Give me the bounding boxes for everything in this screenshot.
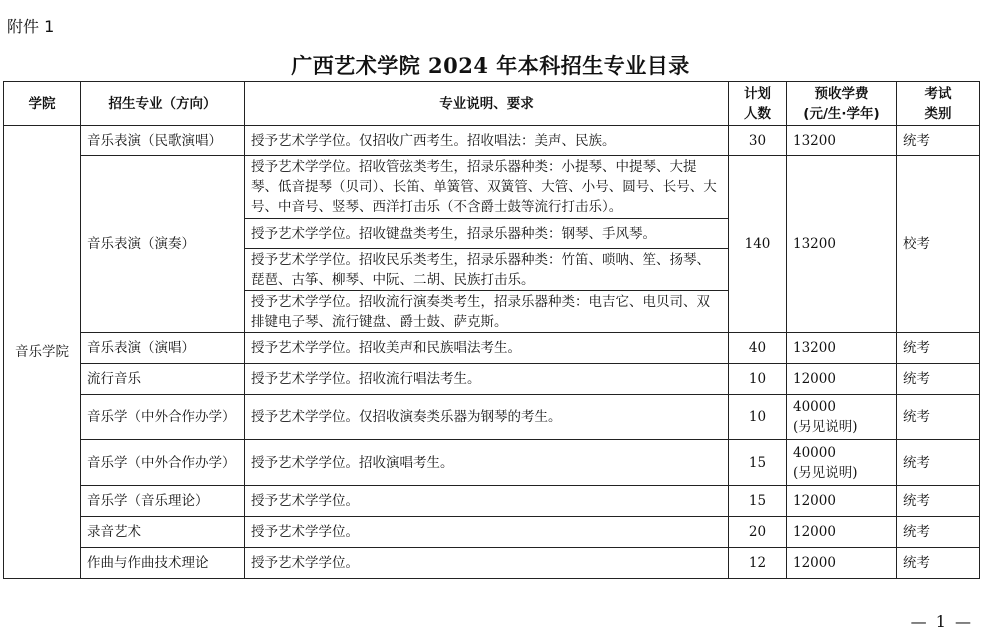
plan-cell: 40 [729, 333, 787, 364]
exam-cell: 统考 [897, 548, 980, 579]
table-row [4, 440, 980, 486]
description-cell: 授予艺术学学位。仅招收演奏类乐器为钢琴的考生。 [245, 395, 729, 440]
description-cell: 授予艺术学学位。仅招收广西考生。招收唱法：美声、民族。 [245, 126, 729, 156]
header-plan [729, 82, 787, 126]
fee-value: 40000 [793, 444, 836, 461]
description-cell: 授予艺术学学位。招收键盘类考生，招录乐器种类：钢琴、手风琴。 [245, 219, 729, 249]
exam-cell: 统考 [897, 395, 980, 440]
exam-cell: 统考 [897, 333, 980, 364]
major-cell: 音乐表演（演唱） [81, 333, 245, 364]
exam-cell: 统考 [897, 364, 980, 395]
page-number: — 1 — [910, 612, 973, 631]
table-row [4, 395, 980, 440]
fee-cell: 13200 [787, 126, 897, 156]
header-exam-line2: 类别 [924, 105, 952, 122]
header-college: 学院 [4, 82, 81, 126]
description-cell: 授予艺术学学位。招收流行唱法考生。 [245, 364, 729, 395]
major-cell: 音乐学（音乐理论） [81, 486, 245, 517]
exam-cell: 校考 [897, 156, 980, 333]
fee-cell: 12000 [787, 486, 897, 517]
table-row [4, 333, 980, 364]
fee-cell: 12000 [787, 548, 897, 579]
header-plan-line1: 计划 [744, 85, 771, 102]
plan-cell: 10 [729, 395, 787, 440]
header-fee-line2: (元/生·学年) [803, 105, 880, 122]
plan-cell: 15 [729, 486, 787, 517]
table-row [4, 548, 980, 579]
header-fee-line1: 预收学费 [814, 85, 869, 102]
major-cell: 作曲与作曲技术理论 [81, 548, 245, 579]
major-cell: 音乐学（中外合作办学） [81, 395, 245, 440]
plan-cell: 12 [729, 548, 787, 579]
fee-cell: 13200 [787, 156, 897, 333]
fee-cell: 12000 [787, 517, 897, 548]
description-cell: 授予艺术学学位。招收美声和民族唱法考生。 [245, 333, 729, 364]
plan-cell: 15 [729, 440, 787, 486]
major-cell: 音乐表演（演奏） [81, 156, 245, 333]
fee-note: (另见说明) [793, 419, 858, 435]
major-cell: 音乐学（中外合作办学） [81, 440, 245, 486]
plan-cell: 30 [729, 126, 787, 156]
enrollment-catalog-table [3, 81, 980, 579]
fee-note: (另见说明) [793, 464, 858, 481]
exam-cell: 统考 [897, 517, 980, 548]
exam-cell: 统考 [897, 486, 980, 517]
header-major: 招生专业（方向） [81, 82, 245, 126]
table-row [4, 486, 980, 517]
table-row [4, 126, 980, 156]
document-title: 广西艺术学院 2024 年本科招生专业目录 [291, 53, 690, 78]
description-cell: 授予艺术学学位。招收演唱考生。 [245, 440, 729, 486]
plan-cell: 140 [729, 156, 787, 333]
fee-cell [787, 395, 897, 440]
header-exam [897, 82, 980, 126]
description-cell: 授予艺术学学位。 [245, 486, 729, 517]
description-cell: 授予艺术学学位。招收民乐类考生，招录乐器种类：竹笛、唢呐、笙、扬琴、琵琶、古筝、柳琴、中阮、二胡、民族打击乐。 [245, 249, 729, 291]
fee-cell [787, 440, 897, 486]
description-cell: 授予艺术学学位。招收管弦类考生，招录乐器种类：小提琴、中提琴、大提琴、低音提琴（贝司）、长笛、单簧管、双簧管、大管、小号、圆号、长号、大号、中音号、竖琴、西洋打击乐（不含爵士鼓等流行打击乐）。 [245, 156, 729, 219]
major-cell: 流行音乐 [81, 364, 245, 395]
header-plan-line2: 人数 [744, 105, 771, 122]
college-cell: 音乐学院 [4, 126, 81, 579]
plan-cell: 20 [729, 517, 787, 548]
fee-cell: 12000 [787, 364, 897, 395]
description-cell: 授予艺术学学位。招收流行演奏类考生，招录乐器种类：电吉它、电贝司、双排键电子琴、流行键盘、爵士鼓、萨克斯。 [245, 291, 729, 333]
header-exam-line1: 考试 [924, 85, 952, 102]
table-row [4, 156, 980, 219]
header-row [4, 82, 980, 126]
header-description: 专业说明、要求 [245, 82, 729, 126]
table-row [4, 364, 980, 395]
description-cell: 授予艺术学学位。 [245, 517, 729, 548]
attachment-label: 附件 1 [7, 17, 55, 36]
exam-cell: 统考 [897, 126, 980, 156]
plan-cell: 10 [729, 364, 787, 395]
fee-value: 40000 [793, 399, 836, 415]
header-fee [787, 82, 897, 126]
exam-cell: 统考 [897, 440, 980, 486]
description-cell: 授予艺术学学位。 [245, 548, 729, 579]
fee-cell: 13200 [787, 333, 897, 364]
major-cell: 音乐表演（民歌演唱） [81, 126, 245, 156]
table-row [4, 517, 980, 548]
major-cell: 录音艺术 [81, 517, 245, 548]
